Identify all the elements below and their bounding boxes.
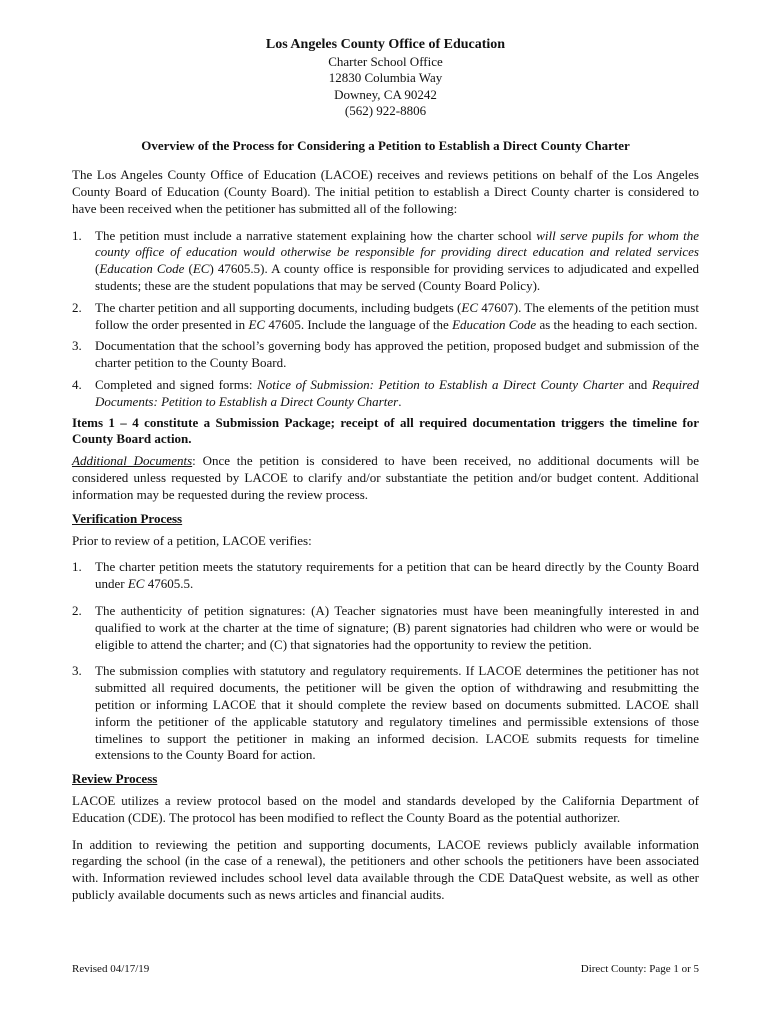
item-text-italic: Required Documents: Petition to Establish a Direct County Charter [95,376,700,409]
verification-intro: Prior to review of a petition, LACOE verifies: [72,532,312,548]
item-text-italic: Notice of Submission: Petition to Establish a Direct County Charter [257,376,624,392]
item-text: The petition must include a narrative statement explaining how the charter school [95,227,537,243]
item-text: The authenticity of petition signatures: (A) Teacher signatories must have been meaningfully interested in and qualified to work at the charter at the time of signature; (B) parent signatories had children who were or would be eligible to attend the charter; and (C) that signatories had the opportunity to review the petition. [95,602,699,652]
item-text: 47605.5. [144,576,194,592]
office-name: Charter School Office [328,54,443,69]
phone-number: (562) 922-8806 [344,102,427,118]
item-text-italic: Education Code [99,261,185,277]
list-item [72,377,699,411]
item-text: The submission complies with statutory and regulatory requirements. If LACOE determines the petitioner has not submitted all required documents, the petitioner will be given the option of withdrawing and resubmitting the petition or informing LACOE that it should complete the review based on documents submitted. LACOE shall inform the petitioner of the applicable statutory and regulatory timelines and permissible extensions of those timelines to support the petitioner in making an informed decision. LACOE submits requests for timeline extensions to the County Board for action. [95,663,699,763]
street-address: 12830 Columbia Way [328,70,443,86]
submission-list [72,228,699,411]
item-text: and [623,376,652,392]
verification-list [72,559,699,764]
page-number: Direct County: Page 1 or 5 [580,963,699,975]
item-text: The charter petition and all supporting documents, including budgets ( [95,299,462,315]
item-text: Documentation that the school’s governing body has approved the petition, proposed budget and submission of the charter petition to the County Board. [95,338,699,371]
item-text: ( [184,261,193,277]
item-text: ) 47605.5). A county office is responsible for providing services to adjudicated and expelled students; these are the student populations that may be served (County Board Policy). [95,261,699,293]
review-paragraph: In addition to reviewing the petition and supporting documents, LACOE reviews publicly available information regarding the school (in the case of a renewal), the petitioners and other schools the petitioners have been associated with. Information reviewed includes school level data available through the CDE DataQuest website, as well as other publicly available documents such as news articles and financial audits. [72,836,699,903]
list-item [72,300,699,334]
item-number: 3. [72,663,82,679]
intro-paragraph: The Los Angeles County Office of Education (LACOE) receives and reviews petitions on behalf of the Los Angeles County Board of Education (County Board). The initial petition to establish a Direct County charter is considered to have been received when the petitioner has submitted all of the following: [72,167,699,216]
item-number: 1. [72,227,82,243]
org-name: Los Angeles County Office of Education [265,37,506,52]
item-text-italic: EC [127,576,145,592]
additional-documents-paragraph [72,453,699,503]
item-text: as the heading to each section. [536,316,698,332]
list-item [72,338,699,372]
submission-package-note: Items 1 – 4 constitute a Submission Package; receipt of all required documentation triggers the timeline for County Board action. [72,414,699,447]
item-number: 3. [72,338,82,354]
review-paragraph: LACOE utilizes a review protocol based on the model and standards developed by the California Department of Education (CDE). The protocol has been modified to reflect the County Board as the potential authorizer. [72,793,699,825]
letterhead [72,36,699,119]
item-text-italic: EC [461,299,479,315]
item-number: 2. [72,299,82,315]
city-address: Downey, CA 90242 [334,86,437,102]
revision-date: Revised 04/17/19 [72,963,150,975]
item-text: . [398,393,402,409]
list-item [72,603,699,653]
item-text: Completed and signed forms: [95,376,258,392]
item-number: 4. [72,376,82,392]
item-text: 47605. Include the language of the [265,316,453,332]
item-text: 47607). The elements of the petition must follow the order presented in [95,299,699,332]
list-item [72,663,699,764]
item-text: The charter petition meets the statutory requirements for a petition that can be heard directly by the County Board under [95,559,699,592]
additional-documents-label: Additional Documents [72,453,193,469]
document-title: Overview of the Process for Considering a Petition to Establish a Direct County Charter [141,138,630,154]
list-item [72,559,699,593]
item-text-italic: will serve pupils for whom the county office of education would otherwise be responsible for providing direct education and related services [95,227,699,260]
additional-documents-text: : Once the petition is considered to have been received, no additional documents will be considered unless requested by LACOE to clarify and/or substantiate the petition and/or budget content. Additional information may be requested during the review process. [72,453,699,502]
item-text-italic: EC [192,261,210,277]
list-item [72,228,699,295]
review-heading: Review Process [72,771,158,787]
item-number: 2. [72,602,82,618]
item-text-italic: Education Code [452,316,537,332]
verification-heading: Verification Process [72,510,183,526]
item-text: ( [95,261,100,277]
item-number: 1. [72,559,82,575]
document-page [72,36,699,904]
item-text-italic: EC [248,316,266,332]
